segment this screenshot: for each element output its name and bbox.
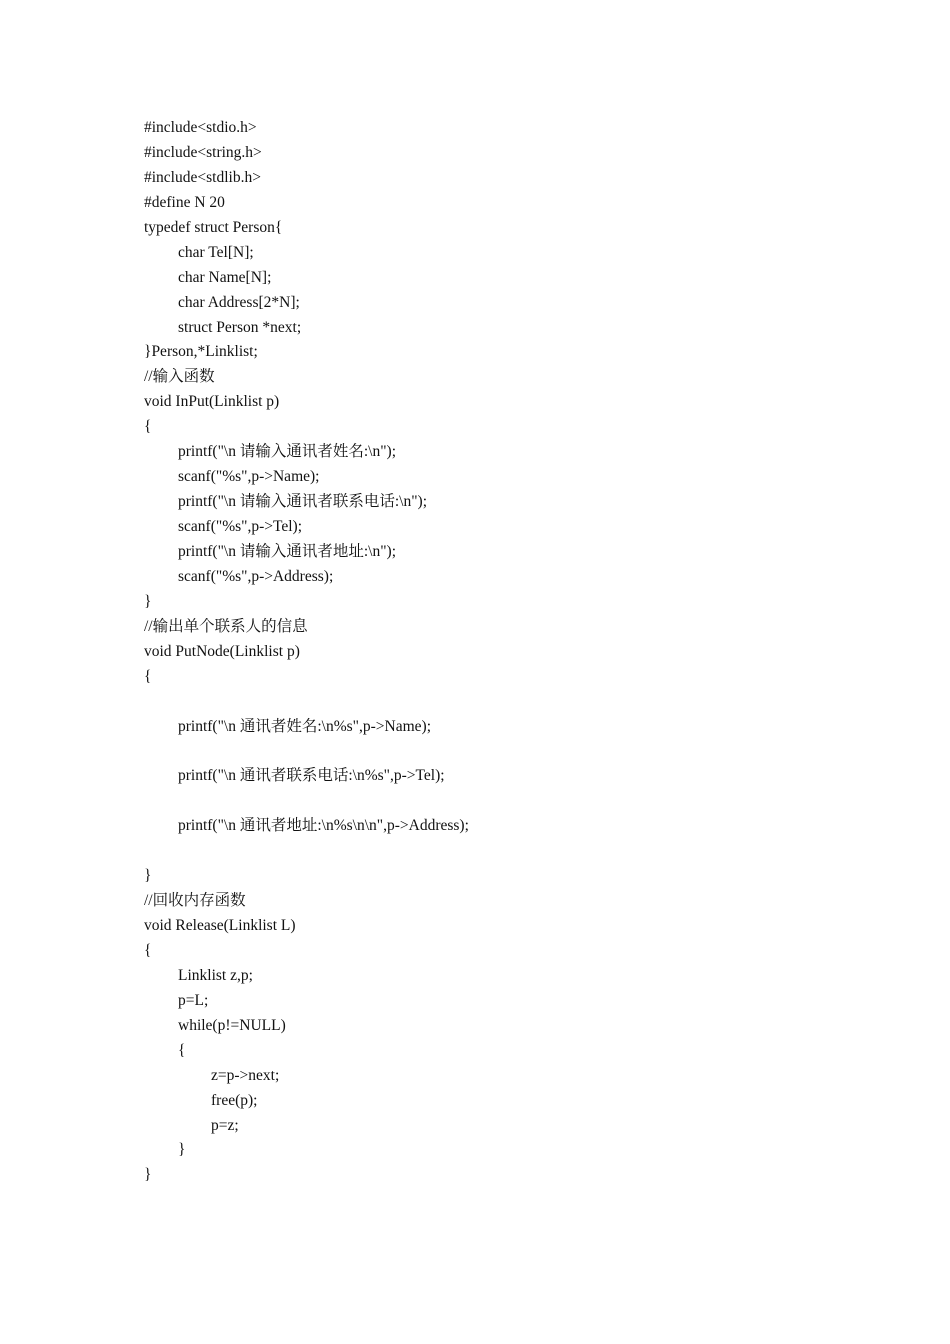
code-block: [144, 116, 469, 1188]
code-line: printf("\n 请输入通讯者地址:\n");: [178, 542, 397, 560]
code-line: {: [178, 1041, 186, 1059]
function-signature: void Release(Linklist L): [144, 917, 296, 934]
code-line: #include<stdio.h>: [144, 119, 257, 136]
code-line: {: [144, 667, 152, 685]
blank-line: [144, 739, 469, 764]
code-line: }: [144, 592, 152, 610]
code-line: {: [144, 418, 152, 436]
code-line: char Tel[N];: [178, 243, 254, 261]
code-line: scanf("%s",p->Tel);: [178, 518, 303, 535]
code-line: }: [178, 1141, 186, 1159]
comment-line: //回收内存函数: [144, 892, 246, 910]
code-line: struct Person *next;: [178, 318, 302, 336]
comment-line: //输入函数: [144, 368, 215, 386]
comment-line: //输出单个联系人的信息: [144, 617, 308, 635]
code-line: }: [144, 1166, 152, 1184]
code-line: printf("\n 请输入通讯者姓名:\n");: [178, 443, 397, 461]
code-line: }Person,*Linklist;: [144, 343, 258, 361]
code-line: z=p->next;: [211, 1066, 280, 1084]
code-line: #include<string.h>: [144, 143, 262, 161]
function-signature: void PutNode(Linklist p): [144, 642, 300, 660]
code-line: while(p!=NULL): [178, 1016, 286, 1034]
code-line: char Address[2*N];: [178, 293, 300, 311]
code-line: printf("\n 通讯者姓名:\n%s",p->Name);: [178, 717, 431, 735]
code-line: }: [144, 867, 152, 885]
code-line: #include<stdlib.h>: [144, 168, 261, 186]
code-line: printf("\n 请输入通讯者联系电话:\n");: [178, 493, 428, 511]
code-line: Linklist z,p;: [178, 966, 253, 984]
function-signature: void InPut(Linklist p): [144, 393, 280, 411]
blank-line: [144, 690, 469, 715]
blank-line: [144, 789, 469, 814]
code-line: free(p);: [211, 1091, 258, 1109]
code-line: scanf("%s",p->Name);: [178, 468, 320, 486]
code-line: p=z;: [211, 1116, 239, 1134]
code-line: typedef struct Person{: [144, 218, 283, 236]
blank-line: [144, 839, 469, 864]
code-line: char Name[N];: [178, 268, 272, 286]
code-line: scanf("%s",p->Address);: [178, 567, 334, 585]
code-line: p=L;: [178, 991, 209, 1009]
code-line: #define N 20: [144, 193, 225, 211]
code-line: printf("\n 通讯者地址:\n%s\n\n",p->Address);: [178, 817, 469, 835]
code-line: {: [144, 941, 152, 959]
code-line: printf("\n 通讯者联系电话:\n%s",p->Tel);: [178, 767, 445, 785]
